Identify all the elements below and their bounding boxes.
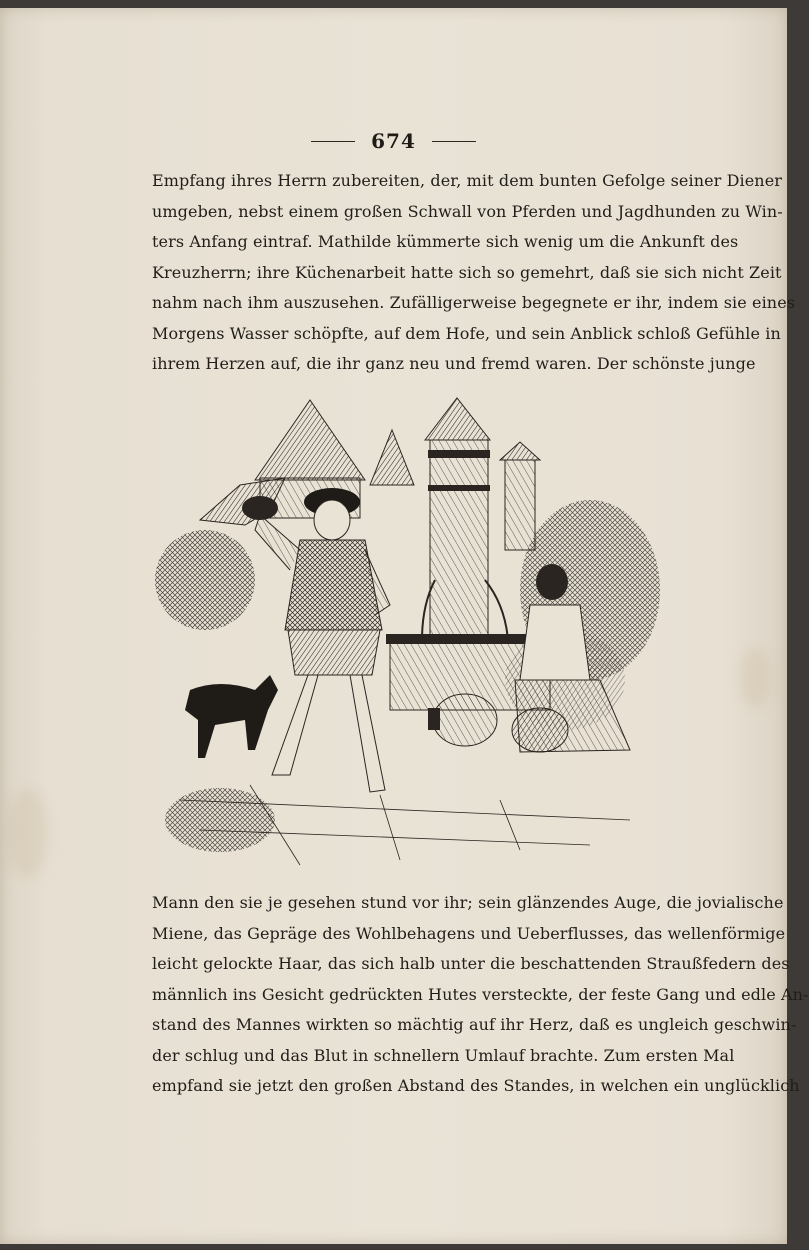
paper-stain bbox=[740, 648, 770, 708]
text-line: Kreuzherrn; ihre Küchenarbeit hatte sich so gemehrt, daß sie sich nicht Zeit bbox=[152, 262, 782, 282]
text-line: Morgens Wasser schöpfte, auf dem Hofe, und sein Anblick schloß Gefühle in bbox=[152, 323, 781, 343]
text-line: Empfang ihres Herrn zubereiten, der, mit dem bunten Gefolge seiner Diener bbox=[152, 171, 783, 190]
page-header bbox=[0, 124, 787, 158]
text-line: empfand sie jetzt den großen Abstand des Standes, in welchen ein unglücklich bbox=[152, 1076, 800, 1095]
text-line: ters Anfang eintraf. Mathilde kümmerte sich wenig um die Ankunft des bbox=[152, 232, 739, 251]
text-block-bottom bbox=[152, 888, 809, 1102]
text-line: leicht gelockte Haar, das sich halb unter die beschattenden Straußfedern des bbox=[152, 954, 790, 973]
text-line: Miene, das Gepräge des Wohlbehagens und Ueberflusses, das wellenförmige bbox=[152, 923, 786, 943]
dog bbox=[185, 675, 278, 758]
header-rule-left bbox=[311, 141, 355, 142]
distant-buildings bbox=[500, 442, 540, 550]
text-line: Mann den sie je gesehen stund vor ihr; sein glänzendes Auge, die jovialische bbox=[152, 893, 784, 912]
text-line: ihrem Herzen auf, die ihr ganz neu und fremd waren. Der schönste junge bbox=[152, 354, 756, 373]
page-number: 674 bbox=[371, 129, 416, 153]
courtyard-ground bbox=[160, 770, 650, 870]
header-rule-right bbox=[432, 141, 476, 142]
nobleman-figure bbox=[255, 488, 390, 792]
book-page bbox=[0, 8, 809, 1244]
fountain-tower bbox=[425, 398, 490, 640]
text-line: männlich ins Gesicht gedrückten Hutes versteckte, der feste Gang und edle An- bbox=[152, 984, 809, 1004]
paper-stain bbox=[8, 788, 48, 878]
text-line: der schlug und das Blut in schnellern Umlauf brachte. Zum ersten Mal bbox=[152, 1045, 735, 1065]
text-line: stand des Mannes wirkten so mächtig auf ihr Herz, daß es ungleich geschwin- bbox=[152, 1015, 797, 1034]
text-line: umgeben, nebst einem großen Schwall von Pferden und Jagdhunden zu Win- bbox=[152, 201, 783, 221]
engraving-illustration bbox=[160, 390, 650, 870]
text-block-top bbox=[152, 166, 796, 380]
text-line: nahm nach ihm auszusehen. Zufälligerweise begegnete er ihr, indem sie eines bbox=[152, 293, 796, 312]
